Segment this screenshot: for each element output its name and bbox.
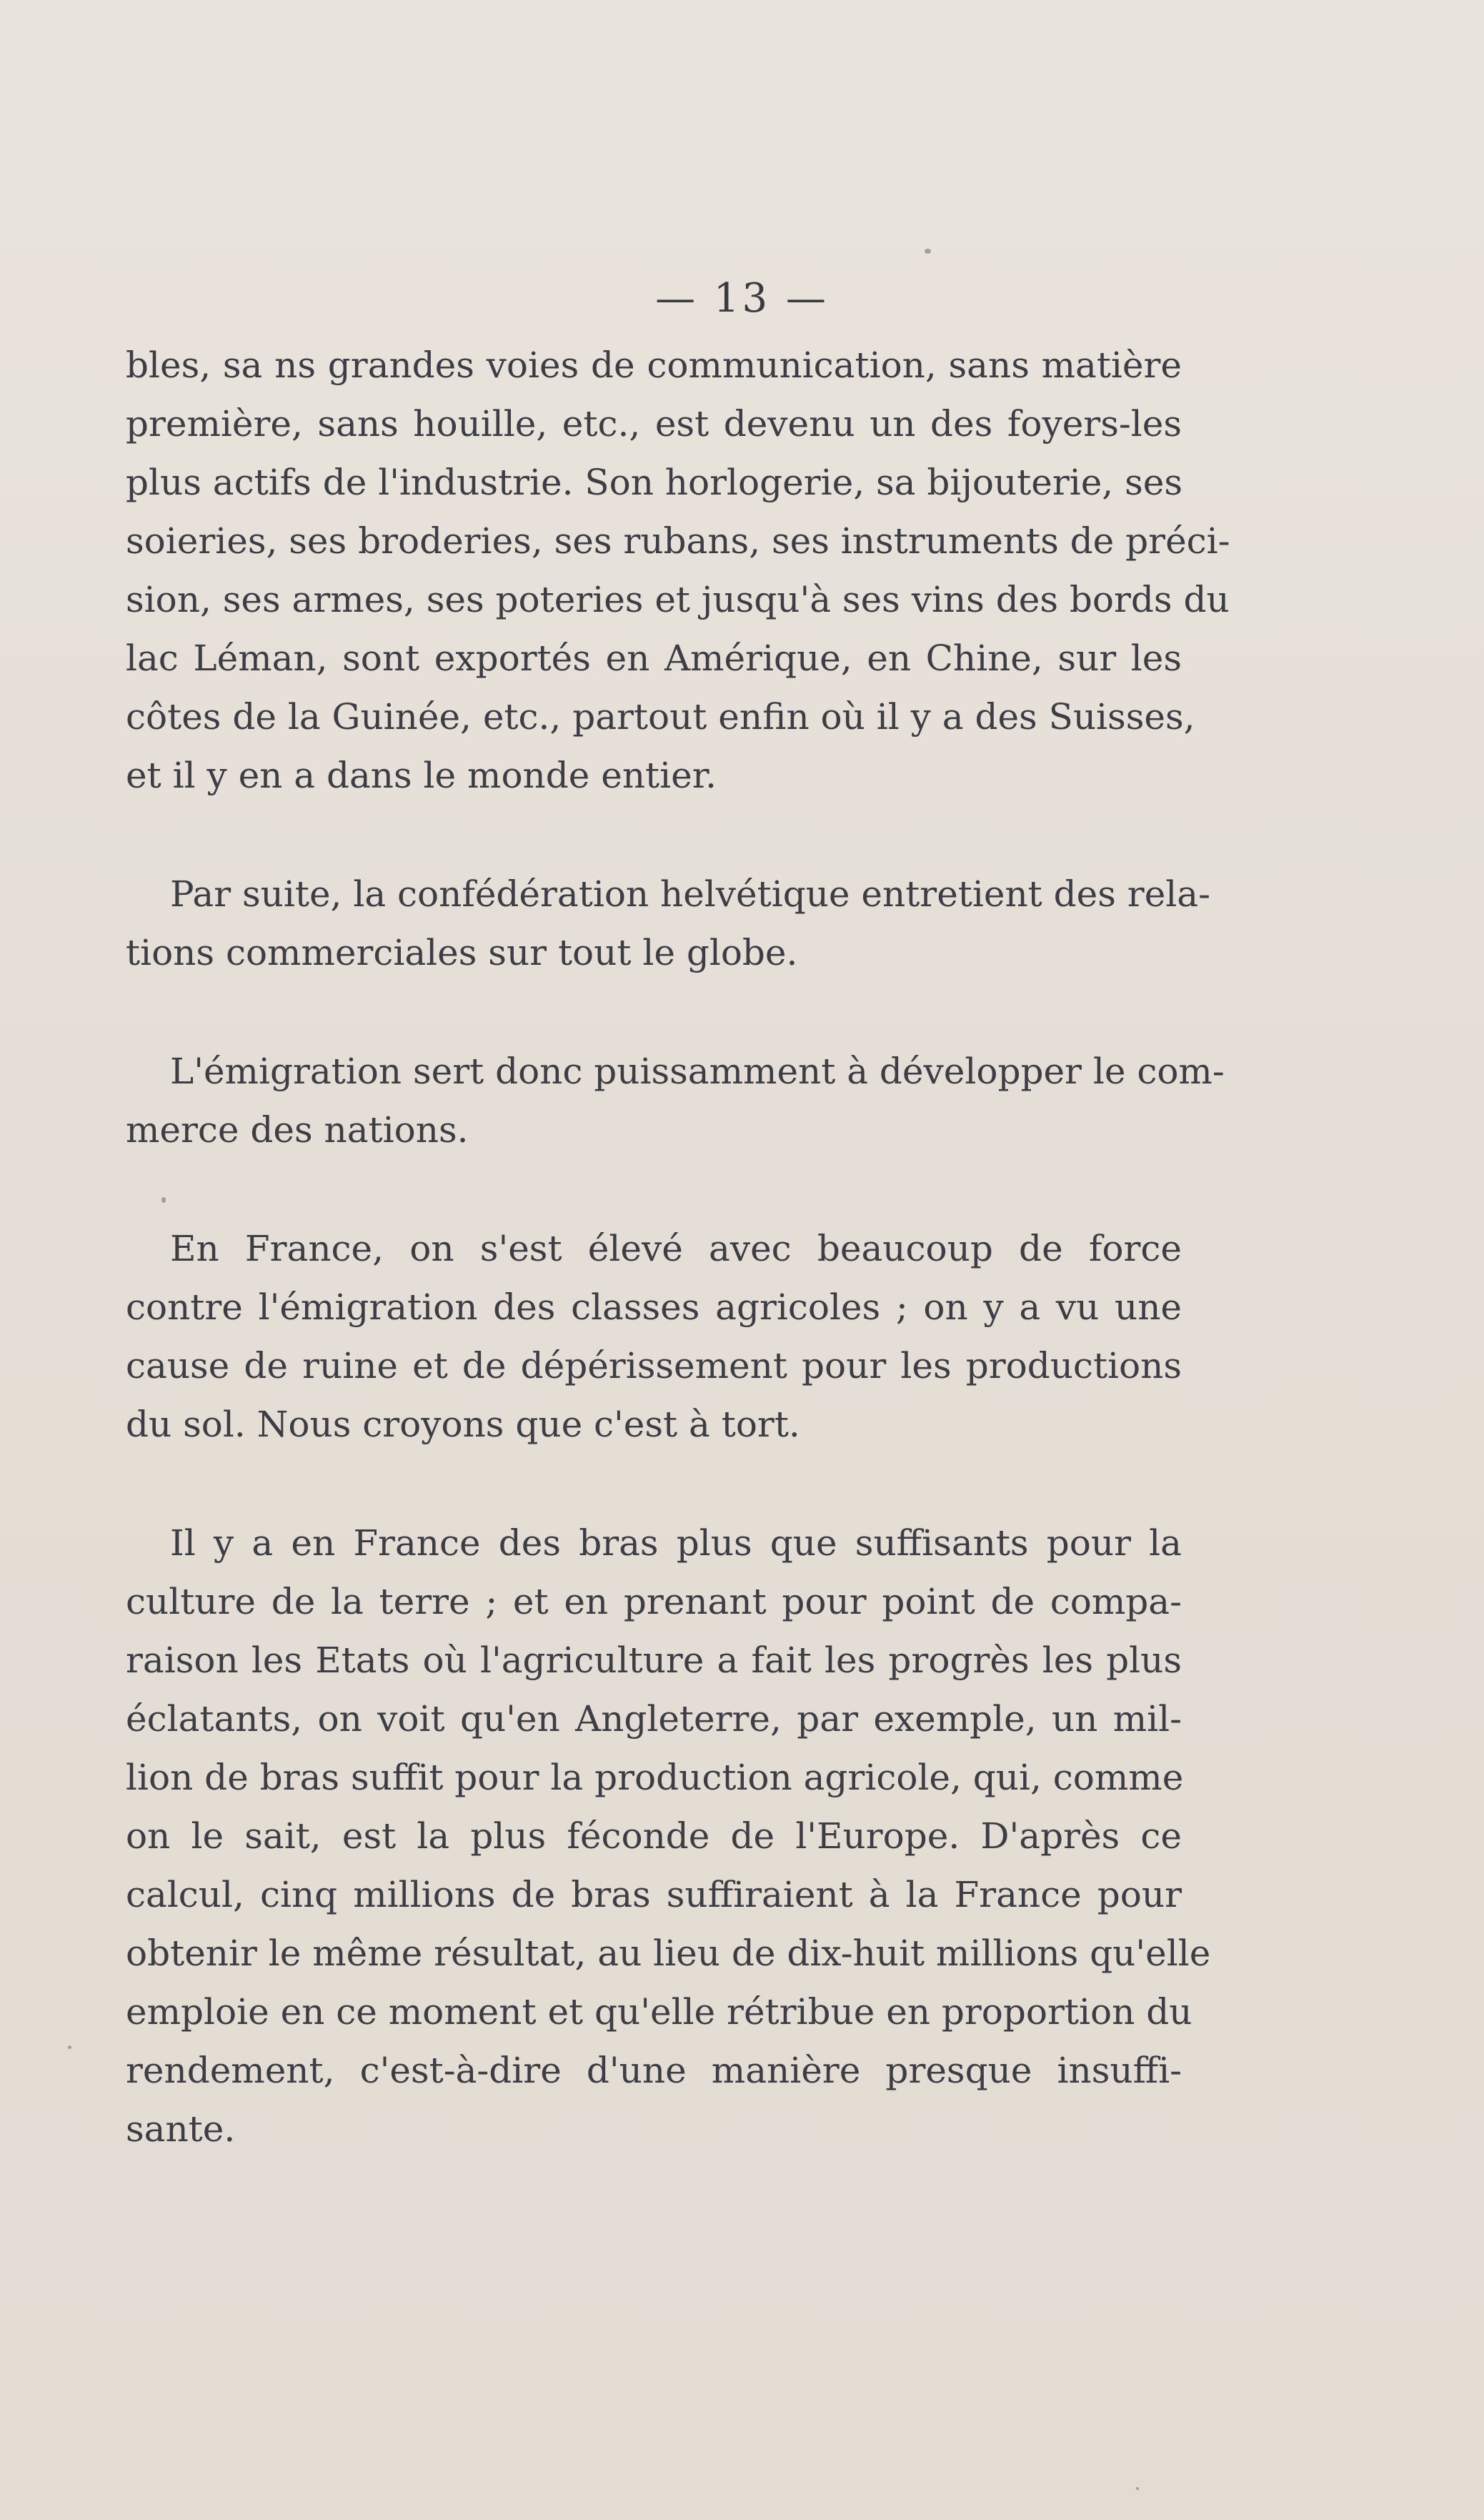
text-line: L'émigration sert donc puissamment à développer le com- [170,1051,1225,1092]
paragraph [126,1514,1211,2158]
paper-speck [68,2045,71,2049]
paragraph-gap [126,982,1182,1042]
paragraph-gap [126,1159,1182,1219]
text-line: Il y a en France des bras plus que suffisants pour la [170,1522,1182,1564]
text-line: on le sait, est la plus féconde de l'Europe. D'après ce [126,1815,1182,1857]
text-line: plus actifs de l'industrie. Son horlogerie, sa bijouterie, ses [126,462,1183,503]
paper-speck [1136,2487,1139,2490]
body-text [126,336,1230,2158]
text-line: soieries, ses broderies, ses rubans, ses instruments de préci- [126,520,1230,562]
text-line: merce des nations. [126,1109,469,1151]
text-line: rendement, c'est-à-dire d'une manière presque insuffi- [126,2050,1182,2091]
text-line: et il y en a dans le monde entier. [126,755,717,796]
paragraph-gap [126,805,1182,865]
paragraph [126,865,1210,982]
text-line: éclatants, on voit qu'en Angleterre, par exemple, un mil- [126,1698,1182,1740]
text-line: sion, ses armes, ses poteries et jusqu'à ses vins des bords du [126,579,1230,620]
paper-speck [161,1197,166,1203]
text-line: bles, sa ns grandes voies de communication, sans matière [126,344,1182,386]
text-line: calcul, cinq millions de bras suffiraient à la France pour [126,1874,1182,1915]
paragraph [126,1042,1225,1159]
text-line: du sol. Nous croyons que c'est à tort. [126,1404,800,1445]
text-line: Par suite, la confédération helvétique entretient des rela- [170,873,1210,915]
text-line: côtes de la Guinée, etc., partout enfin où il y a des Suisses, [126,696,1195,738]
text-line: lion de bras suffit pour la production agricole, qui, comme [126,1757,1184,1798]
text-line: obtenir le même résultat, au lieu de dix-huit millions qu'elle [126,1933,1211,1974]
text-line: culture de la terre ; et en prenant pour point de compa- [126,1581,1182,1622]
paper-speck [925,249,931,254]
paragraph [126,1219,1182,1454]
text-line: contre l'émigration des classes agricoles ; on y a vu une [126,1286,1182,1328]
text-line: tions commerciales sur tout le globe. [126,932,798,973]
text-line: raison les Etats où l'agriculture a fait les progrès les plus [126,1640,1182,1681]
text-line: emploie en ce moment et qu'elle rétribue en proportion du [126,1991,1192,2033]
text-line: En France, on s'est élevé avec beaucoup de force [170,1228,1182,1269]
text-line: lac Léman, sont exportés en Amérique, en Chine, sur les [126,638,1182,679]
text-line: cause de ruine et de dépérissement pour les productions [126,1345,1182,1387]
text-line: sante. [126,2108,236,2150]
text-line: première, sans houille, etc., est devenu un des foyers‑les [126,403,1182,445]
paragraph [126,336,1230,805]
page-number: — 13 — [655,275,829,322]
paragraph-gap [126,1454,1182,1514]
